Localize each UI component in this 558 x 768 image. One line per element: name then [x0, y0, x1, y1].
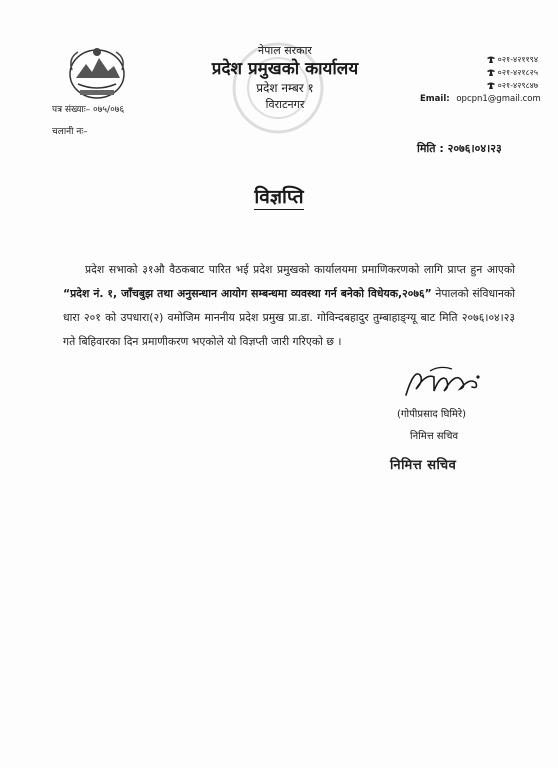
- email-label: Email:: [420, 94, 450, 104]
- government-name: नेपाल सरकार: [258, 44, 312, 57]
- phone-row: [418, 79, 538, 92]
- notice-title: [0, 183, 558, 209]
- document-date: मिति : २०७६।०४।२३: [417, 142, 502, 155]
- email-address[interactable]: opcpn1@gmail.com: [456, 94, 541, 104]
- letter-number: पत्र संख्याः– ०७५/०७६: [52, 105, 125, 115]
- handwritten-signature: [400, 365, 484, 399]
- signatory-title: निमित्त सचिव: [410, 431, 459, 442]
- nepal-emblem-icon: [66, 44, 128, 100]
- notice-title-text: विज्ञप्ति: [254, 186, 304, 208]
- phone-row: [418, 66, 538, 79]
- phone-icon: [487, 82, 495, 89]
- body-text-part2: नेपालको संविधानको धारा २०१ को उपधारा(२) वमोजिम माननीय प्रदेश प्रमुख प्रा.डा. गोविन्दबहादुर तुम्बाहाङ्ग्यू बाट मिति २०७६।०४।२३ गते बिहिवारका दिन प्रमाणीकरण भएकोले यो विज्ञप्ती जारी गरिएको छ ।: [63, 287, 516, 348]
- province-name: प्रदेश नम्बर १: [256, 81, 314, 95]
- notice-body: [63, 258, 515, 354]
- contact-block: [418, 53, 538, 92]
- phone-number: ०२१-४२११९४: [497, 55, 538, 64]
- dispatch-number: चलानी नः–: [52, 127, 88, 137]
- phone-row: [418, 53, 538, 66]
- phone-number: ०२१-४२९८४७: [497, 81, 538, 90]
- office-name: प्रदेश प्रमुखको कार्यालय: [211, 59, 359, 79]
- body-text-part1: प्रदेश सभाको ३१औ वैठकबाट पारित भई प्रदेश प्रमुखको कार्यालयमा प्रमाणिकरणको लागि प्राप्त हुन आएको: [85, 263, 515, 276]
- signatory-name: (गोपीप्रसाद घिमिरे): [397, 409, 466, 420]
- bill-title: “प्रदेश नं. १, जाँचबुझ तथा अनुसन्धान आयोग सम्बन्धमा व्यवस्था गर्न बनेको विधेयक,२०७६”: [63, 287, 432, 300]
- official-stamp: निमित्त सचिव: [390, 458, 457, 473]
- phone-icon: [487, 69, 495, 76]
- phone-icon: [487, 56, 495, 63]
- city-name: विराटनगर: [265, 98, 305, 111]
- email-row: [420, 94, 541, 104]
- phone-number: ०२१-४२१८२५: [497, 68, 538, 77]
- letterhead: [190, 44, 380, 114]
